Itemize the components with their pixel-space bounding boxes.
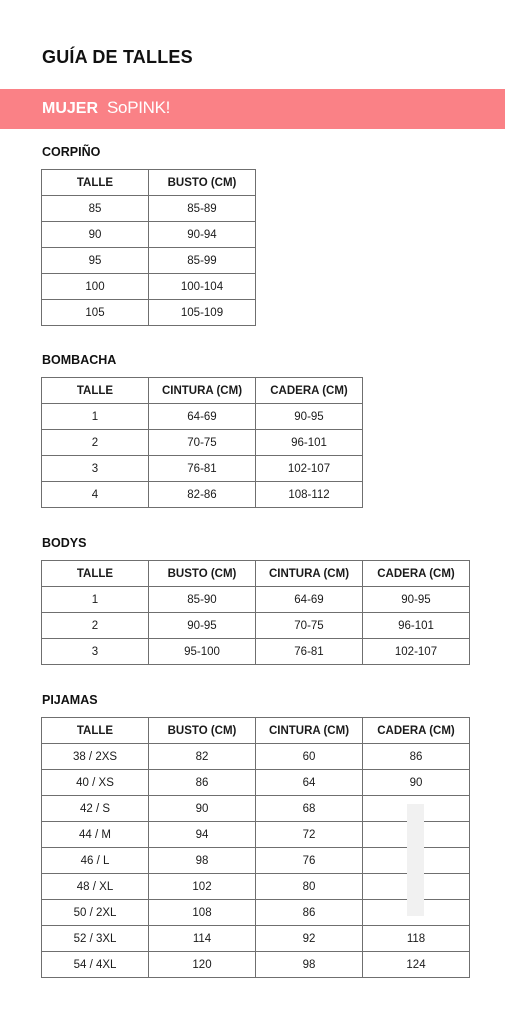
table-cell: 100 — [42, 274, 149, 300]
page-title: GUÍA DE TALLES — [42, 47, 193, 67]
table-cell: 90-95 — [149, 613, 256, 639]
table-cell: 90 — [363, 770, 470, 796]
table-cell: 68 — [256, 796, 363, 822]
table-header-row — [42, 378, 363, 404]
table-row — [42, 587, 470, 613]
table-bombacha — [41, 377, 363, 508]
table-row — [42, 744, 470, 770]
table-cell: 85-89 — [149, 196, 256, 222]
column-header: TALLE — [42, 378, 149, 404]
column-header: CINTURA (CM) — [149, 378, 256, 404]
table-cell: 105-109 — [149, 300, 256, 326]
table-cell: 95-100 — [149, 639, 256, 665]
table-row — [42, 639, 470, 665]
table-cell: 96-101 — [256, 430, 363, 456]
column-header: CADERA (CM) — [363, 561, 470, 587]
table-corpino — [41, 169, 256, 326]
table-row — [42, 222, 256, 248]
table-cell: 90-95 — [256, 404, 363, 430]
table-row — [42, 196, 256, 222]
table-cell: 52 / 3XL — [42, 926, 149, 952]
table-cell: 102-107 — [256, 456, 363, 482]
column-header: CADERA (CM) — [363, 718, 470, 744]
banner-section-label: MUJER — [42, 100, 99, 117]
table-cell: 100-104 — [149, 274, 256, 300]
table-cell: 98 — [256, 952, 363, 978]
table-cell: 108-112 — [256, 482, 363, 508]
column-header: BUSTO (CM) — [149, 170, 256, 196]
table-cell: 3 — [42, 456, 149, 482]
table-row — [42, 404, 363, 430]
table-cell: 85 — [42, 196, 149, 222]
table-cell: 86 — [149, 770, 256, 796]
table-row — [42, 430, 363, 456]
column-header: TALLE — [42, 718, 149, 744]
table-cell: 114 — [149, 926, 256, 952]
table-cell: 80 — [256, 874, 363, 900]
table-cell: 82-86 — [149, 482, 256, 508]
table-row — [42, 456, 363, 482]
table-cell: 1 — [42, 587, 149, 613]
table-cell: 70-75 — [149, 430, 256, 456]
column-header: TALLE — [42, 561, 149, 587]
table-cell: 4 — [42, 482, 149, 508]
table-cell: 72 — [256, 822, 363, 848]
table-header-row — [42, 561, 470, 587]
column-header: CINTURA (CM) — [256, 718, 363, 744]
table-cell: 1 — [42, 404, 149, 430]
table-row — [42, 248, 256, 274]
table-cell: 82 — [149, 744, 256, 770]
table-cell: 76-81 — [149, 456, 256, 482]
table-cell: 46 / L — [42, 848, 149, 874]
table-cell: 64-69 — [149, 404, 256, 430]
table-row — [42, 796, 470, 822]
table-row — [42, 300, 256, 326]
table-cell: 95 — [42, 248, 149, 274]
table-cell: 3 — [42, 639, 149, 665]
table-cell: 90-94 — [149, 222, 256, 248]
column-header: BUSTO (CM) — [149, 561, 256, 587]
table-cell: 70-75 — [256, 613, 363, 639]
table-cell: 54 / 4XL — [42, 952, 149, 978]
table-row — [42, 482, 363, 508]
table-cell: 2 — [42, 430, 149, 456]
table-cell: 105 — [42, 300, 149, 326]
table-cell: 90 — [149, 796, 256, 822]
table-cell: 124 — [363, 952, 470, 978]
table-cell: 2 — [42, 613, 149, 639]
table-cell: 90 — [42, 222, 149, 248]
table-cell: 96-101 — [363, 613, 470, 639]
table-row — [42, 770, 470, 796]
table-header-row — [42, 170, 256, 196]
table-cell: 102 — [149, 874, 256, 900]
table-cell: 108 — [149, 900, 256, 926]
table-pijamas — [41, 717, 470, 978]
image-smudge — [407, 804, 424, 916]
table-row — [42, 848, 470, 874]
table-cell: 118 — [363, 926, 470, 952]
table-cell: 50 / 2XL — [42, 900, 149, 926]
column-header: CADERA (CM) — [256, 378, 363, 404]
table-row — [42, 274, 256, 300]
table-cell: 94 — [149, 822, 256, 848]
brand-logo-text: SoPINK! — [107, 98, 171, 117]
table-cell: 90-95 — [363, 587, 470, 613]
table-cell: 44 / M — [42, 822, 149, 848]
section-title-bodys: BODYS — [42, 536, 87, 550]
table-cell: 64-69 — [256, 587, 363, 613]
table-cell: 60 — [256, 744, 363, 770]
table-cell: 76-81 — [256, 639, 363, 665]
table-cell: 40 / XS — [42, 770, 149, 796]
table-cell: 98 — [149, 848, 256, 874]
table-row — [42, 613, 470, 639]
table-cell: 38 / 2XS — [42, 744, 149, 770]
table-row — [42, 822, 470, 848]
table-cell: 86 — [363, 744, 470, 770]
table-cell: 42 / S — [42, 796, 149, 822]
table-header-row — [42, 718, 470, 744]
table-cell: 85-90 — [149, 587, 256, 613]
table-cell: 92 — [256, 926, 363, 952]
table-cell: 102-107 — [363, 639, 470, 665]
table-row — [42, 952, 470, 978]
column-header: BUSTO (CM) — [149, 718, 256, 744]
section-title-bombacha: BOMBACHA — [42, 353, 117, 367]
section-title-pijamas: PIJAMAS — [42, 693, 98, 707]
table-row — [42, 874, 470, 900]
table-row — [42, 900, 470, 926]
table-cell: 76 — [256, 848, 363, 874]
table-cell: 85-99 — [149, 248, 256, 274]
table-cell: 48 / XL — [42, 874, 149, 900]
column-header: CINTURA (CM) — [256, 561, 363, 587]
column-header: TALLE — [42, 170, 149, 196]
table-cell: 64 — [256, 770, 363, 796]
table-cell: 86 — [256, 900, 363, 926]
table-row — [42, 926, 470, 952]
table-cell: 120 — [149, 952, 256, 978]
table-bodys — [41, 560, 470, 665]
section-title-corpino: CORPIÑO — [42, 145, 101, 159]
